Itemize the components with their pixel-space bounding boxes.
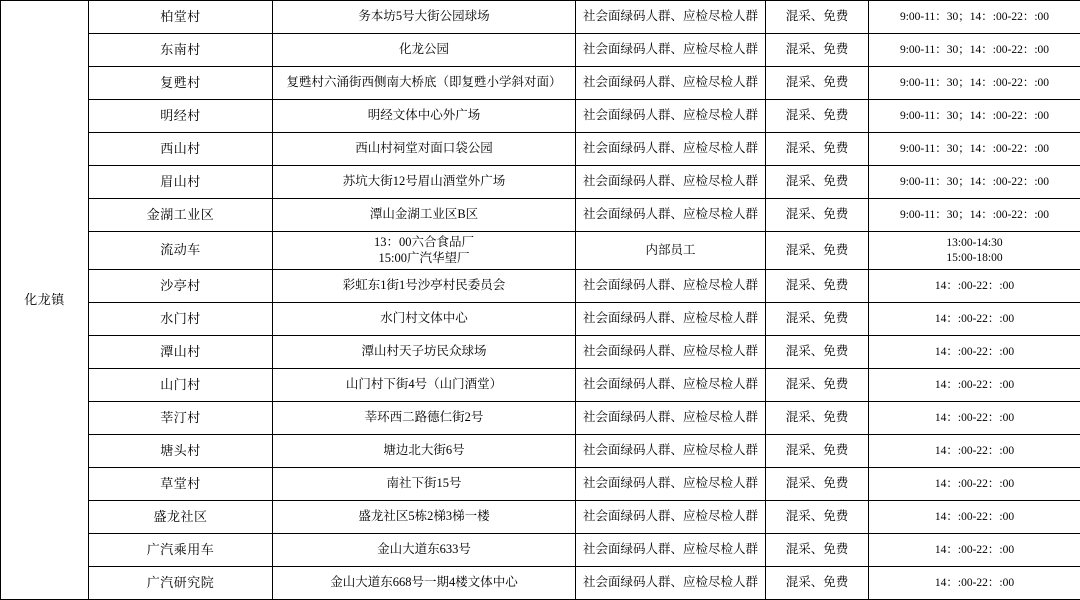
time-cell bbox=[869, 232, 1080, 270]
table-row bbox=[1, 232, 1080, 270]
site-cell: 莘环西二路德仁街2号 bbox=[273, 402, 576, 435]
time-line: 13:00-14:30 bbox=[869, 236, 1080, 250]
time-line: 15:00-18:00 bbox=[869, 251, 1080, 265]
table-row bbox=[1, 1, 1080, 34]
village-cell: 西山村 bbox=[89, 133, 273, 166]
mode-cell: 混采、免费 bbox=[766, 199, 869, 232]
site-cell: 彩虹东1街1号沙亭村民委员会 bbox=[273, 270, 576, 303]
village-cell: 沙亭村 bbox=[89, 270, 273, 303]
site-cell: 务本坊5号大街公园球场 bbox=[273, 1, 576, 34]
time-cell: 9:00-11：30；14：:00-22：:00 bbox=[869, 133, 1080, 166]
village-cell: 潭山村 bbox=[89, 336, 273, 369]
time-cell: 14：:00-22：:00 bbox=[869, 501, 1080, 534]
group-cell: 社会面绿码人群、应检尽检人群 bbox=[576, 270, 766, 303]
mode-cell: 混采、免费 bbox=[766, 100, 869, 133]
town-cell: 化龙镇 bbox=[1, 1, 89, 600]
time-cell: 9:00-11：30；14：:00-22：:00 bbox=[869, 34, 1080, 67]
village-cell: 柏堂村 bbox=[89, 1, 273, 34]
time-cell: 9:00-11：30；14：:00-22：:00 bbox=[869, 199, 1080, 232]
time-cell: 14：:00-22：:00 bbox=[869, 336, 1080, 369]
mode-cell: 混采、免费 bbox=[766, 34, 869, 67]
mode-cell: 混采、免费 bbox=[766, 402, 869, 435]
village-cell: 金湖工业区 bbox=[89, 199, 273, 232]
mode-cell: 混采、免费 bbox=[766, 534, 869, 567]
group-cell: 社会面绿码人群、应检尽检人群 bbox=[576, 402, 766, 435]
mode-cell: 混采、免费 bbox=[766, 501, 869, 534]
village-cell: 水门村 bbox=[89, 303, 273, 336]
table-row bbox=[1, 34, 1080, 67]
group-cell: 社会面绿码人群、应检尽检人群 bbox=[576, 336, 766, 369]
mode-cell: 混采、免费 bbox=[766, 232, 869, 270]
table-row bbox=[1, 369, 1080, 402]
site-cell: 金山大道东633号 bbox=[273, 534, 576, 567]
group-cell: 社会面绿码人群、应检尽检人群 bbox=[576, 567, 766, 600]
mode-cell: 混采、免费 bbox=[766, 303, 869, 336]
site-cell: 西山村祠堂对面口袋公园 bbox=[273, 133, 576, 166]
group-cell: 社会面绿码人群、应检尽检人群 bbox=[576, 468, 766, 501]
table-row bbox=[1, 303, 1080, 336]
time-cell: 14：:00-22：:00 bbox=[869, 303, 1080, 336]
site-line: 15:00广汽华望厂 bbox=[273, 251, 575, 267]
time-cell: 14：:00-22：:00 bbox=[869, 468, 1080, 501]
table-body bbox=[1, 1, 1080, 600]
village-cell: 东南村 bbox=[89, 34, 273, 67]
time-cell: 14：:00-22：:00 bbox=[869, 534, 1080, 567]
mode-cell: 混采、免费 bbox=[766, 567, 869, 600]
table-row bbox=[1, 402, 1080, 435]
mode-cell: 混采、免费 bbox=[766, 369, 869, 402]
site-cell: 复甦村六涌街西侧南大桥底（即复甦小学斜对面） bbox=[273, 67, 576, 100]
group-cell: 社会面绿码人群、应检尽检人群 bbox=[576, 369, 766, 402]
site-cell: 潭山村天子坊民众球场 bbox=[273, 336, 576, 369]
site-cell: 盛龙社区5栋2梯3梯一楼 bbox=[273, 501, 576, 534]
mode-cell: 混采、免费 bbox=[766, 336, 869, 369]
mode-cell: 混采、免费 bbox=[766, 435, 869, 468]
village-cell: 莘汀村 bbox=[89, 402, 273, 435]
village-cell: 山门村 bbox=[89, 369, 273, 402]
site-cell: 潭山金湖工业区B区 bbox=[273, 199, 576, 232]
group-cell: 社会面绿码人群、应检尽检人群 bbox=[576, 100, 766, 133]
site-cell: 金山大道东668号一期4楼文体中心 bbox=[273, 567, 576, 600]
time-cell: 9:00-11：30；14：:00-22：:00 bbox=[869, 67, 1080, 100]
group-cell: 社会面绿码人群、应检尽检人群 bbox=[576, 534, 766, 567]
table-row bbox=[1, 166, 1080, 199]
table-row bbox=[1, 567, 1080, 600]
table-row bbox=[1, 199, 1080, 232]
time-cell: 9:00-11：30；14：:00-22：:00 bbox=[869, 100, 1080, 133]
time-cell: 14：:00-22：:00 bbox=[869, 567, 1080, 600]
site-cell: 塘边北大街6号 bbox=[273, 435, 576, 468]
site-cell: 水门村文体中心 bbox=[273, 303, 576, 336]
table-row bbox=[1, 133, 1080, 166]
village-cell: 草堂村 bbox=[89, 468, 273, 501]
village-cell: 复甦村 bbox=[89, 67, 273, 100]
group-cell: 社会面绿码人群、应检尽检人群 bbox=[576, 166, 766, 199]
site-cell: 化龙公园 bbox=[273, 34, 576, 67]
table-row bbox=[1, 67, 1080, 100]
group-cell: 社会面绿码人群、应检尽检人群 bbox=[576, 1, 766, 34]
time-cell: 14：:00-22：:00 bbox=[869, 435, 1080, 468]
table-row bbox=[1, 468, 1080, 501]
village-cell: 流动车 bbox=[89, 232, 273, 270]
table-row bbox=[1, 336, 1080, 369]
time-cell: 9:00-11：30；14：:00-22：:00 bbox=[869, 1, 1080, 34]
time-cell: 9:00-11：30；14：:00-22：:00 bbox=[869, 166, 1080, 199]
site-cell: 苏坑大街12号眉山酒堂外广场 bbox=[273, 166, 576, 199]
table-row bbox=[1, 270, 1080, 303]
group-cell: 社会面绿码人群、应检尽检人群 bbox=[576, 435, 766, 468]
mode-cell: 混采、免费 bbox=[766, 166, 869, 199]
group-cell: 内部员工 bbox=[576, 232, 766, 270]
site-cell: 南社下街15号 bbox=[273, 468, 576, 501]
site-line: 13：00六合食品厂 bbox=[273, 235, 575, 251]
village-cell: 明经村 bbox=[89, 100, 273, 133]
village-cell: 盛龙社区 bbox=[89, 501, 273, 534]
table-row bbox=[1, 100, 1080, 133]
site-cell: 明经文体中心外广场 bbox=[273, 100, 576, 133]
time-cell: 14：:00-22：:00 bbox=[869, 369, 1080, 402]
village-cell: 塘头村 bbox=[89, 435, 273, 468]
table-row bbox=[1, 435, 1080, 468]
group-cell: 社会面绿码人群、应检尽检人群 bbox=[576, 199, 766, 232]
time-cell: 14：:00-22：:00 bbox=[869, 402, 1080, 435]
table-row bbox=[1, 534, 1080, 567]
mode-cell: 混采、免费 bbox=[766, 270, 869, 303]
group-cell: 社会面绿码人群、应检尽检人群 bbox=[576, 34, 766, 67]
group-cell: 社会面绿码人群、应检尽检人群 bbox=[576, 303, 766, 336]
site-cell bbox=[273, 232, 576, 270]
village-cell: 广汽乘用车 bbox=[89, 534, 273, 567]
table-row bbox=[1, 501, 1080, 534]
village-cell: 广汽研究院 bbox=[89, 567, 273, 600]
site-cell: 山门村下街4号（山门酒堂） bbox=[273, 369, 576, 402]
time-cell: 14：:00-22：:00 bbox=[869, 270, 1080, 303]
mode-cell: 混采、免费 bbox=[766, 468, 869, 501]
mode-cell: 混采、免费 bbox=[766, 67, 869, 100]
group-cell: 社会面绿码人群、应检尽检人群 bbox=[576, 501, 766, 534]
group-cell: 社会面绿码人群、应检尽检人群 bbox=[576, 133, 766, 166]
mode-cell: 混采、免费 bbox=[766, 133, 869, 166]
group-cell: 社会面绿码人群、应检尽检人群 bbox=[576, 67, 766, 100]
village-cell: 眉山村 bbox=[89, 166, 273, 199]
mode-cell: 混采、免费 bbox=[766, 1, 869, 34]
